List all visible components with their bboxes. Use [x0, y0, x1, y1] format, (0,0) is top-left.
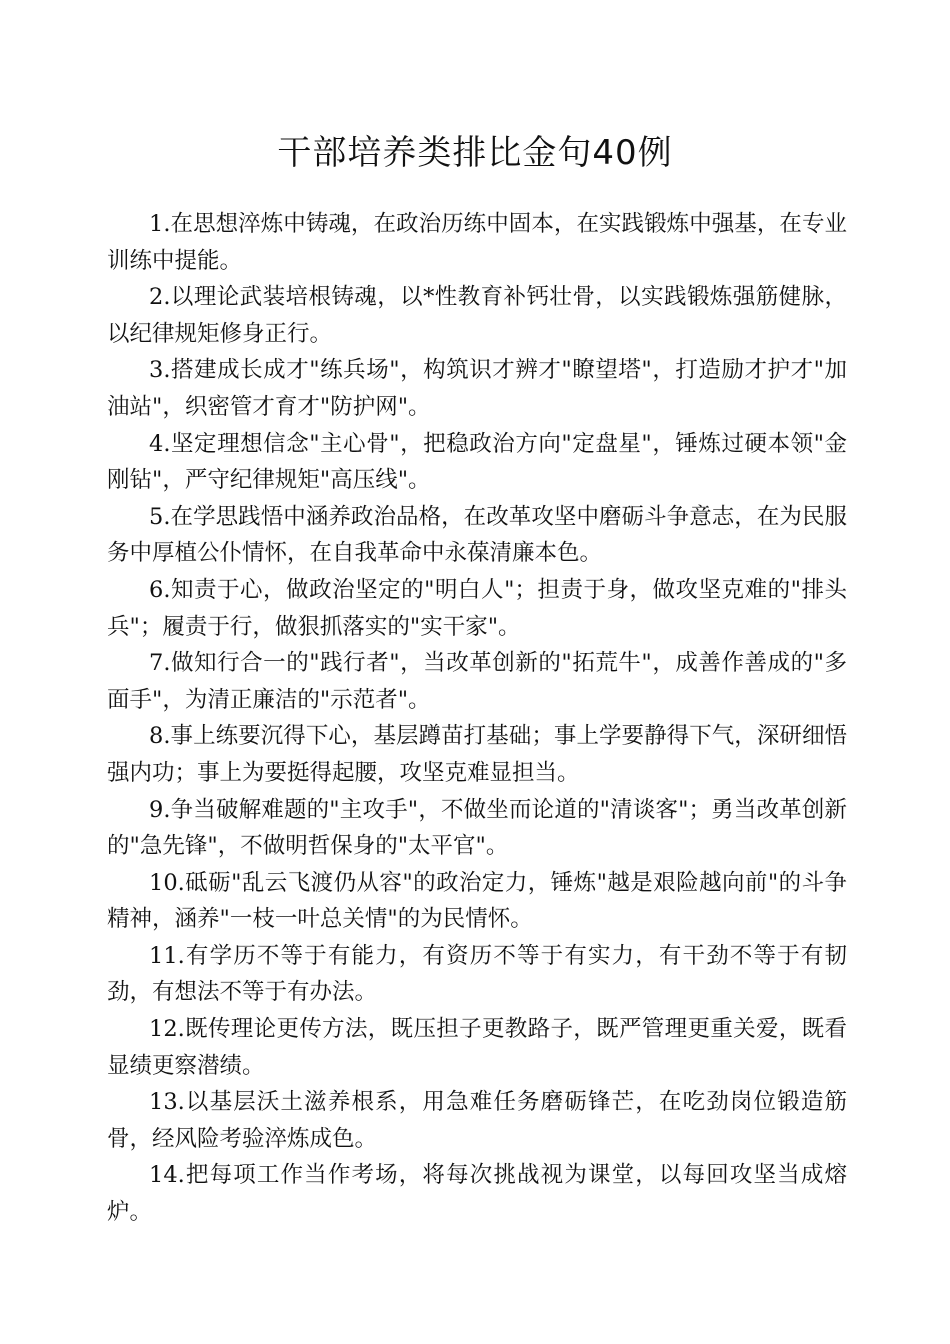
list-item: 6.知责于心，做政治坚定的"明白人"；担责于身，做攻坚克难的"排头兵"；履责于行，做狠抓落实的"实干家"。 — [107, 576, 847, 640]
list-item: 13.以基层沃土滋养根系，用急难任务磨砺锋芒，在吃劲岗位锻造筋骨，经风险考验淬炼成色。 — [107, 1089, 847, 1152]
list-item: 9.争当破解难题的"主攻手"，不做坐而论道的"清谈客"；勇当改革创新的"急先锋"，不做明哲保身的"太平官"。 — [107, 796, 847, 860]
list-item: 2.以理论武装培根铸魂，以*性教育补钙壮骨，以实践锻炼强筋健脉，以纪律规矩修身正行。 — [107, 284, 847, 347]
list-item: 3.搭建成长成才"练兵场"，构筑识才辨才"瞭望塔"，打造励才护才"加油站"，织密管才育才"防护网"。 — [107, 357, 847, 420]
list-item: 11.有学历不等于有能力，有资历不等于有实力，有干劲不等于有韧劲，有想法不等于有办法。 — [107, 942, 847, 1006]
list-item: 5.在学思践悟中涵养政治品格，在改革攻坚中磨砺斗争意志，在为民服务中厚植公仆情怀，在自我革命中永葆清廉本色。 — [107, 503, 847, 567]
list-item: 10.砥砺"乱云飞渡仍从容"的政治定力，锤炼"越是艰险越向前"的斗争精神，涵养"一枝一叶总关情"的为民情怀。 — [107, 869, 847, 933]
page-title: 干部培养类排比金句40例 — [277, 133, 673, 173]
list-item: 14.把每项工作当作考场，将每次挑战视为课堂，以每回攻坚当成熔炉。 — [107, 1162, 847, 1226]
list-item: 4.坚定理想信念"主心骨"，把稳政治方向"定盘星"，锤炼过硬本领"金刚钻"，严守纪律规矩"高压线"。 — [107, 430, 847, 494]
list-item: 1.在思想淬炼中铸魂，在政治历练中固本，在实践锻炼中强基，在专业训练中提能。 — [107, 211, 847, 274]
list-item: 8.事上练要沉得下心，基层蹲苗打基础；事上学要静得下气，深研细悟强内功；事上为要挺得起腰，攻坚克难显担当。 — [107, 723, 847, 786]
list-item: 7.做知行合一的"践行者"，当改革创新的"拓荒牛"，成善作善成的"多面手"，为清正廉洁的"示范者"。 — [107, 650, 847, 713]
list-item: 12.既传理论更传方法，既压担子更教路子，既严管理更重关爱，既看显绩更察潜绩。 — [107, 1016, 847, 1079]
document-body — [107, 206, 847, 1231]
